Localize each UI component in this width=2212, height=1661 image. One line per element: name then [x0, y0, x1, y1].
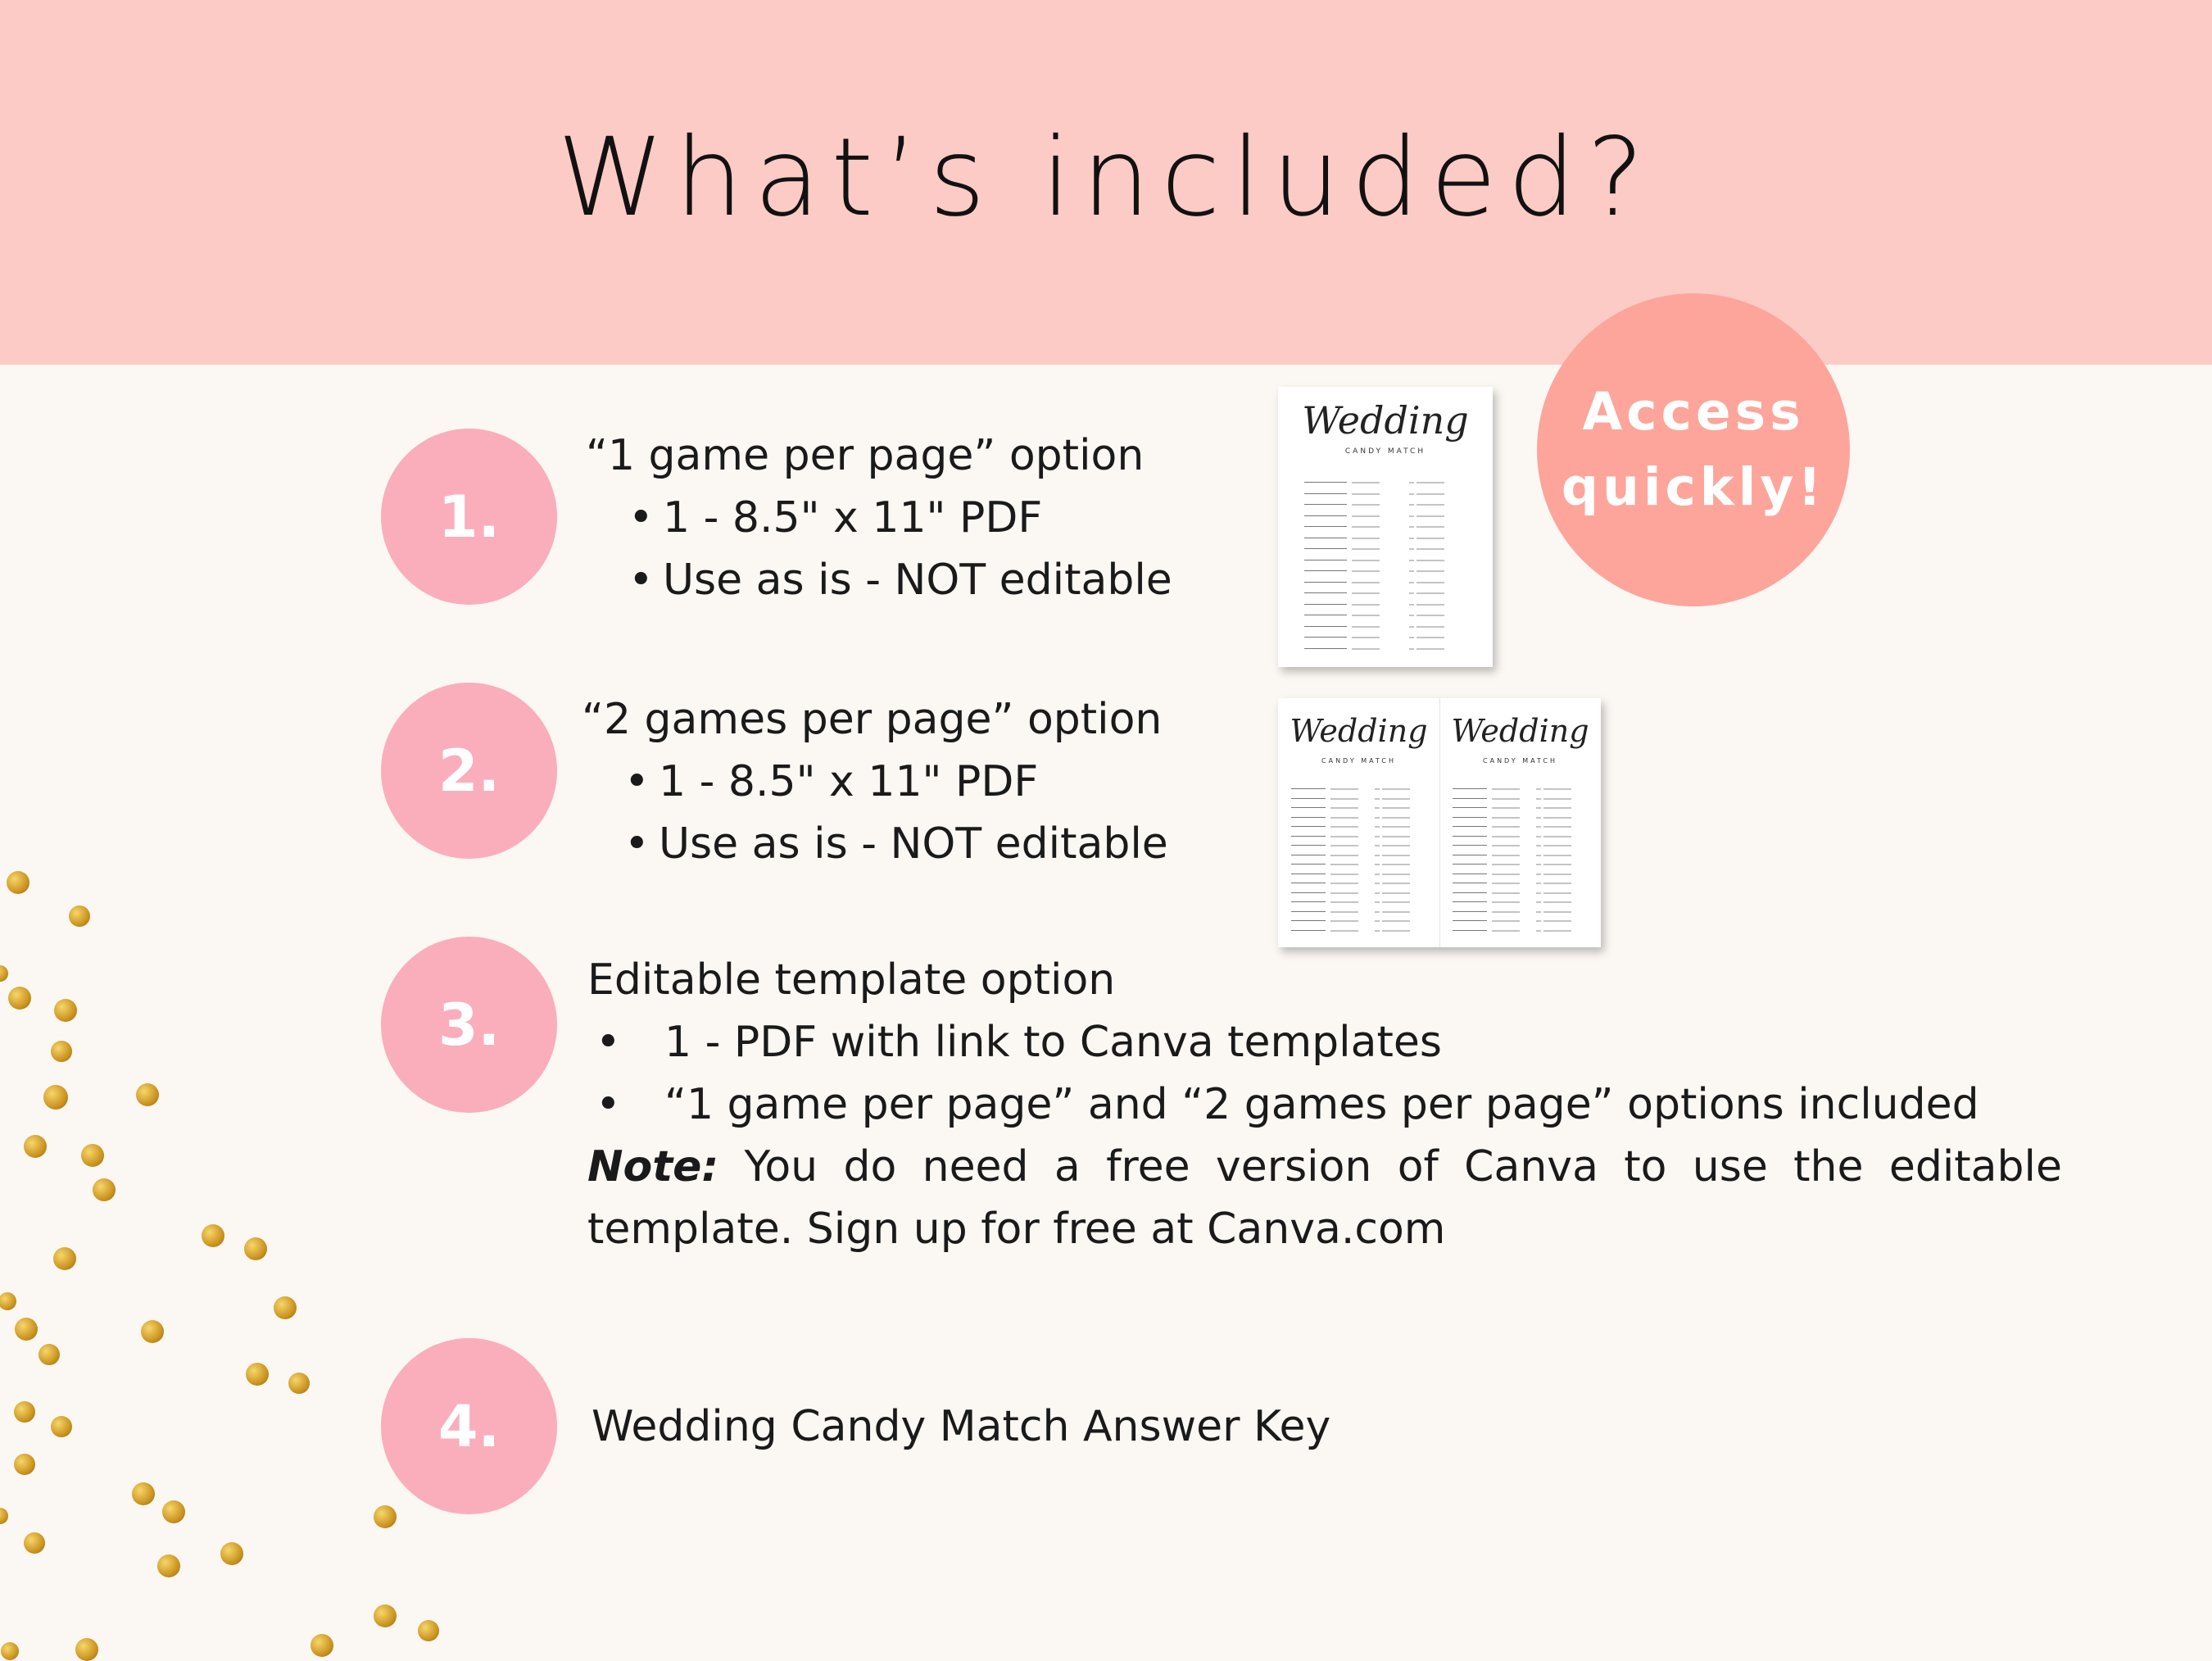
answer-line	[1543, 864, 1571, 865]
answer-line	[1492, 788, 1520, 790]
step-3-bullet-2: • “1 game per page” and “2 games per page” options included	[587, 1073, 2062, 1136]
answer-line	[1416, 493, 1444, 495]
answer-line	[1492, 864, 1520, 865]
answer-line	[1330, 836, 1358, 837]
answer-line	[1352, 515, 1380, 517]
answer-line	[1291, 911, 1326, 912]
answer-line	[1375, 901, 1380, 903]
confetti-dot	[69, 905, 90, 927]
answer-line	[1543, 930, 1571, 932]
answer-line	[1543, 901, 1571, 903]
answer-line	[1536, 788, 1541, 790]
step-3-bullet-1: • 1 - PDF with link to Canva templates	[587, 1011, 2062, 1073]
answer-line	[1536, 901, 1541, 903]
answer-line	[1375, 892, 1380, 894]
answer-line	[1382, 845, 1410, 846]
confetti-dot	[75, 1638, 98, 1661]
two-games-per-page-thumbnail	[1278, 698, 1601, 947]
answer-line	[1492, 920, 1520, 922]
answer-line	[1409, 538, 1414, 539]
answer-line	[1382, 864, 1410, 865]
answer-line	[1409, 637, 1414, 638]
answer-line	[1330, 855, 1358, 856]
answer-line	[1382, 798, 1410, 800]
answer-line	[1291, 892, 1326, 893]
answer-line	[1453, 901, 1487, 902]
answer-line	[1453, 892, 1487, 893]
answer-line	[1382, 826, 1410, 828]
confetti-dot	[1, 1642, 19, 1660]
thumbnail-subtitle: CANDY MATCH	[1321, 757, 1396, 765]
answer-line	[1416, 560, 1444, 561]
answer-line	[1291, 864, 1326, 865]
answer-line	[1291, 826, 1326, 827]
answer-line	[1304, 570, 1347, 571]
answer-line	[1352, 504, 1380, 506]
answer-line	[1330, 892, 1358, 894]
answer-line	[1352, 548, 1380, 550]
answer-line	[1291, 836, 1326, 837]
answer-line	[1543, 845, 1571, 846]
note-label: Note:	[587, 1142, 719, 1191]
badge-text: Access quickly!	[1561, 382, 1826, 517]
answer-line	[1330, 788, 1358, 790]
step-3-heading: Editable template option	[587, 955, 1116, 1005]
answer-line	[1492, 836, 1520, 837]
confetti-dot	[53, 1247, 76, 1270]
answer-line	[1330, 845, 1358, 846]
answer-line	[1492, 826, 1520, 828]
confetti-dot	[274, 1296, 297, 1319]
answer-line	[1416, 504, 1444, 506]
answer-line	[1330, 826, 1358, 828]
answer-line	[1304, 548, 1347, 549]
confetti-dot	[51, 1041, 72, 1062]
answer-line	[1330, 911, 1358, 913]
answer-line	[1304, 493, 1347, 494]
answer-line	[1492, 901, 1520, 903]
answer-line	[1536, 817, 1541, 819]
confetti-dot	[246, 1363, 269, 1386]
answer-line	[1330, 930, 1358, 932]
answer-line	[1375, 920, 1380, 922]
answer-line	[1409, 582, 1414, 583]
confetti-dot	[81, 1144, 104, 1167]
step-1-bullet-2: • Use as is - NOT editable	[586, 549, 1172, 611]
answer-line	[1416, 615, 1444, 616]
access-quickly-badge	[1537, 293, 1850, 606]
page-title: What’s included?	[557, 115, 1655, 241]
answer-line	[1330, 920, 1358, 922]
answer-line	[1536, 883, 1541, 884]
answer-line	[1543, 826, 1571, 828]
step-2-circle	[381, 683, 557, 859]
answer-line	[1304, 604, 1347, 605]
confetti-dot	[0, 1292, 16, 1310]
answer-line	[1492, 855, 1520, 856]
step-4-section	[592, 1396, 1330, 1458]
answer-line	[1453, 911, 1487, 912]
answer-line	[1330, 901, 1358, 903]
step-1-circle	[381, 429, 557, 605]
confetti-dot	[162, 1500, 185, 1523]
answer-line	[1543, 911, 1571, 913]
answer-line	[1543, 798, 1571, 800]
answer-line	[1492, 807, 1520, 809]
answer-line	[1375, 911, 1380, 913]
answer-line	[1291, 788, 1326, 789]
answer-line	[1543, 892, 1571, 894]
answer-line	[1453, 798, 1487, 799]
thumbnail-script-title: Wedding	[1302, 398, 1469, 442]
answer-line	[1536, 807, 1541, 809]
answer-line	[1543, 817, 1571, 819]
answer-line	[1543, 920, 1571, 922]
answer-line	[1382, 807, 1410, 809]
answer-line	[1453, 817, 1487, 818]
answer-line	[1375, 864, 1380, 865]
confetti-dot	[39, 1344, 60, 1365]
answer-line	[1291, 920, 1326, 921]
step-3-note	[587, 1136, 2062, 1260]
answer-line	[1536, 836, 1541, 837]
confetti-dot	[14, 1454, 35, 1475]
confetti-dot	[310, 1634, 333, 1657]
answer-line	[1382, 855, 1410, 856]
answer-line	[1416, 626, 1444, 628]
step-3-circle	[381, 937, 557, 1113]
answer-line	[1543, 883, 1571, 884]
answer-line	[1492, 817, 1520, 819]
answer-line	[1352, 615, 1380, 616]
answer-line	[1416, 482, 1444, 483]
answer-line	[1416, 515, 1444, 517]
answer-line	[1304, 592, 1347, 593]
answer-line	[1382, 836, 1410, 837]
answer-line	[1536, 930, 1541, 932]
answer-line	[1352, 604, 1380, 606]
answer-line	[1536, 892, 1541, 894]
answer-line	[1543, 788, 1571, 790]
answer-line	[1453, 845, 1487, 846]
step-3-number: 3.	[437, 991, 501, 1059]
step-1-number: 1.	[437, 483, 501, 551]
note-text: You do need a free version of Canva to use the editable template. Sign up for free at Canva.com	[587, 1142, 2062, 1254]
answer-line	[1416, 526, 1444, 528]
answer-line	[1291, 817, 1326, 818]
answer-line	[1304, 526, 1347, 527]
answer-line	[1416, 637, 1444, 638]
answer-line	[1416, 648, 1444, 650]
confetti-dot	[0, 965, 8, 982]
answer-line	[1409, 604, 1414, 606]
thumbnail-page	[1278, 387, 1493, 667]
answer-line	[1352, 538, 1380, 539]
thumbnail-script-title: Wedding	[1290, 713, 1428, 749]
answer-line	[1409, 526, 1414, 528]
answer-line	[1352, 637, 1380, 638]
answer-line	[1416, 538, 1444, 539]
answer-line	[1453, 807, 1487, 808]
answer-line	[1330, 817, 1358, 819]
answer-line	[1416, 570, 1444, 572]
confetti-dot	[288, 1373, 310, 1394]
answer-line	[1492, 845, 1520, 846]
answer-line	[1382, 901, 1410, 903]
confetti-dot	[51, 1416, 72, 1437]
answer-line	[1375, 817, 1380, 819]
answer-line	[1536, 845, 1541, 846]
thumbnail-page-left	[1278, 698, 1440, 947]
answer-line	[1543, 855, 1571, 856]
answer-line	[1304, 482, 1347, 483]
confetti-dot	[202, 1224, 224, 1247]
step-4-number: 4.	[437, 1392, 501, 1460]
confetti-dot	[157, 1554, 180, 1577]
confetti-dot	[14, 1401, 35, 1423]
answer-line	[1536, 855, 1541, 856]
thumbnail-subtitle: CANDY MATCH	[1344, 447, 1426, 456]
answer-line	[1330, 874, 1358, 875]
answer-line	[1409, 504, 1414, 506]
answer-line	[1352, 526, 1380, 528]
answer-line	[1492, 930, 1520, 932]
answer-line	[1453, 864, 1487, 865]
answer-line	[1382, 920, 1410, 922]
answer-line	[1330, 807, 1358, 809]
answer-line	[1382, 883, 1410, 884]
answer-line	[1382, 911, 1410, 913]
answer-line	[1409, 615, 1414, 616]
answer-line	[1409, 648, 1414, 650]
answer-line	[1291, 845, 1326, 846]
answer-line	[1492, 911, 1520, 913]
answer-line	[1416, 604, 1444, 606]
answer-line	[1382, 874, 1410, 875]
answer-line	[1330, 798, 1358, 800]
confetti-dot	[15, 1318, 38, 1341]
answer-line	[1382, 892, 1410, 894]
confetti-dot	[0, 1508, 8, 1524]
answer-line	[1382, 930, 1410, 932]
thumbnail-script-title: Wedding	[1451, 713, 1589, 749]
confetti-dot	[7, 871, 29, 894]
answer-line	[1375, 883, 1380, 884]
confetti-dot	[244, 1237, 267, 1260]
step-1-bullet-1: • 1 - 8.5" x 11" PDF	[586, 487, 1172, 549]
answer-line	[1453, 930, 1487, 931]
answer-line	[1304, 582, 1347, 583]
answer-line	[1352, 592, 1380, 594]
answer-line	[1330, 864, 1358, 865]
confetti-dot	[24, 1532, 45, 1554]
answer-line	[1543, 807, 1571, 809]
confetti-dot	[220, 1542, 243, 1565]
answer-line	[1304, 504, 1347, 505]
answer-line	[1382, 788, 1410, 790]
answer-line	[1409, 515, 1414, 517]
answer-line	[1536, 798, 1541, 800]
answer-line	[1409, 560, 1414, 561]
step-2-section	[582, 688, 1168, 875]
step-2-bullet-2: • Use as is - NOT editable	[582, 813, 1168, 875]
thumbnail-subtitle: CANDY MATCH	[1483, 757, 1557, 765]
answer-line	[1492, 892, 1520, 894]
confetti-dot	[43, 1085, 68, 1110]
answer-line	[1492, 883, 1520, 884]
answer-line	[1375, 788, 1380, 790]
answer-line	[1375, 845, 1380, 846]
answer-line	[1352, 560, 1380, 561]
answer-line	[1304, 648, 1347, 649]
answer-line	[1409, 626, 1414, 628]
answer-line	[1492, 798, 1520, 800]
answer-line	[1453, 826, 1487, 827]
answer-line	[1409, 570, 1414, 572]
confetti-dot	[24, 1135, 47, 1158]
answer-line	[1352, 482, 1380, 483]
answer-line	[1291, 798, 1326, 799]
answer-line	[1352, 570, 1380, 572]
answer-line	[1375, 874, 1380, 875]
answer-line	[1453, 836, 1487, 837]
answer-line	[1416, 582, 1444, 583]
one-game-per-page-thumbnail	[1278, 387, 1493, 667]
thumbnail-page-right	[1439, 698, 1601, 947]
answer-line	[1375, 798, 1380, 800]
answer-line	[1375, 930, 1380, 932]
answer-line	[1492, 874, 1520, 875]
answer-line	[1543, 874, 1571, 875]
step-2-number: 2.	[437, 737, 501, 805]
confetti-dot	[418, 1620, 439, 1641]
answer-line	[1416, 548, 1444, 550]
confetti-dot	[54, 999, 77, 1022]
confetti-dot	[8, 987, 31, 1010]
answer-line	[1409, 482, 1414, 483]
answer-line	[1409, 493, 1414, 495]
step-2-bullet-1: • 1 - 8.5" x 11" PDF	[582, 751, 1168, 813]
answer-line	[1352, 582, 1380, 583]
answer-line	[1304, 626, 1347, 627]
answer-line	[1409, 592, 1414, 594]
answer-line	[1291, 807, 1326, 808]
step-3-section	[587, 949, 2062, 1260]
step-4-heading: Wedding Candy Match Answer Key	[592, 1402, 1331, 1451]
step-1-section	[586, 424, 1172, 611]
answer-line	[1304, 515, 1347, 516]
answer-line	[1375, 807, 1380, 809]
answer-line	[1352, 626, 1380, 628]
answer-line	[1536, 911, 1541, 913]
confetti-dot	[374, 1505, 397, 1528]
confetti-dot	[136, 1083, 159, 1106]
answer-line	[1304, 637, 1347, 638]
confetti-dot	[374, 1604, 397, 1627]
answer-line	[1352, 648, 1380, 650]
step-1-heading: “1 game per page” option	[586, 431, 1145, 480]
answer-line	[1453, 788, 1487, 789]
answer-line	[1375, 855, 1380, 856]
answer-line	[1536, 920, 1541, 922]
confetti-dot	[141, 1320, 164, 1343]
answer-line	[1382, 817, 1410, 819]
step-2-heading: “2 games per page” option	[582, 695, 1163, 744]
step-4-circle	[381, 1338, 557, 1514]
answer-line	[1543, 836, 1571, 837]
confetti-dot	[132, 1482, 155, 1505]
answer-line	[1330, 883, 1358, 884]
answer-line	[1536, 826, 1541, 828]
answer-line	[1416, 592, 1444, 594]
answer-line	[1536, 874, 1541, 875]
answer-line	[1352, 493, 1380, 495]
answer-line	[1375, 826, 1380, 828]
answer-line	[1536, 864, 1541, 865]
answer-line	[1375, 836, 1380, 837]
answer-line	[1453, 920, 1487, 921]
confetti-dot	[93, 1178, 116, 1201]
answer-line	[1409, 548, 1414, 550]
answer-line	[1291, 901, 1326, 902]
answer-line	[1291, 930, 1326, 931]
